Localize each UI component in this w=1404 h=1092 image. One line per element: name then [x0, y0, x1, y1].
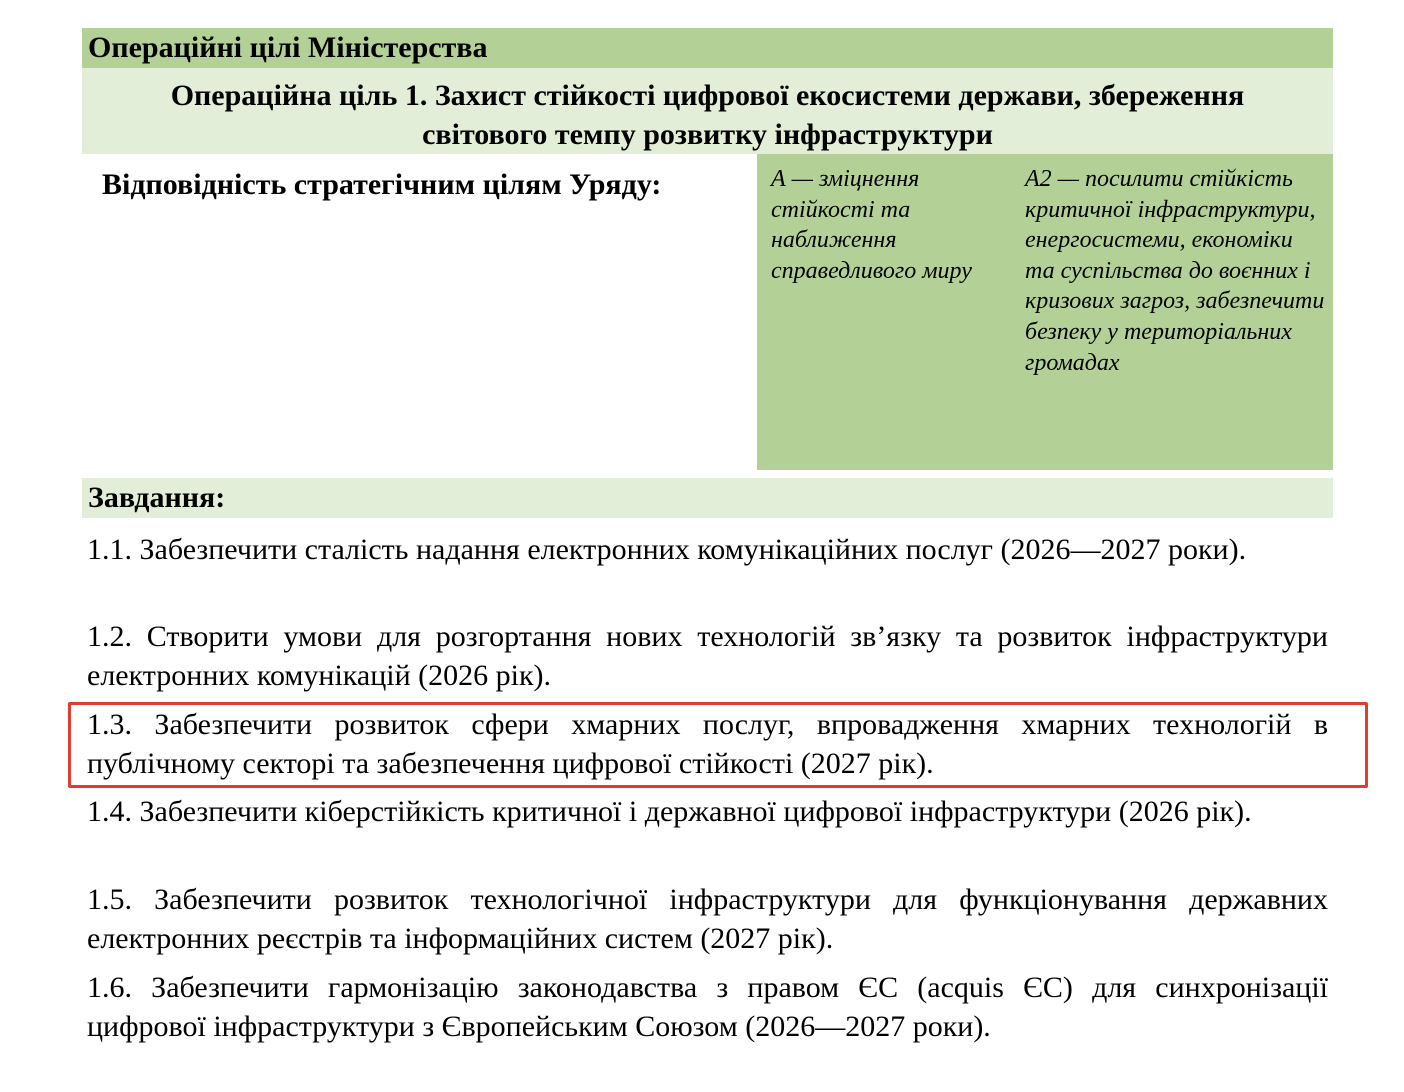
alignment-label: Відповідність стратегічним цілям Уряду: [102, 168, 662, 201]
task-1-2: 1.2. Створити умови для розгортання нових технологій зв’язку та розвиток інфраструктури електронних комунікацій (2026 рік). [87, 620, 1328, 692]
task-1-6: 1.6. Забезпечити гармонізацію законодавства з правом ЄС (acquis ЄС) для синхронізації цифрової інфраструктури з Європейським Союзом (2026—2027 роки). [87, 971, 1328, 1043]
goal-title-line-2: світового темпу розвитку інфраструктури [422, 118, 993, 151]
task-1-3-highlight [68, 702, 1368, 788]
government-goals-alignment [82, 154, 1333, 470]
task-1-5: 1.5. Забезпечити розвиток технологічної інфраструктури для функціонування державних електронних реєстрів та інформаційних систем (2027 рік). [87, 883, 1328, 955]
operational-goal-title [82, 68, 1333, 154]
task-1-3: 1.3. Забезпечити розвиток сфери хмарних послуг, впровадження хмарних технологій в публічному секторі та забезпечення цифрової стійкості (2027 рік). [87, 708, 1328, 780]
strategic-goal-a2: А2 — посилити стійкість критичної інфраструктури, енергосистеми, економіки та суспільства до воєнних і кризових загроз, забезпечити безпеку у територіальних громадах [1025, 166, 1325, 376]
task-1-1: 1.1. Забезпечити сталість надання електронних комунікаційних послуг (2026—2027 роки). [87, 533, 1247, 566]
goal-title-line-1: Операційна ціль 1. Захист стійкості цифрової екосистеми держави, збереження [170, 79, 1245, 112]
tasks-heading: Завдання: [82, 478, 1333, 518]
strategic-goal-a: А — зміцнення стійкості та наближення справедливого миру [771, 166, 972, 284]
strategic-goals-cell [757, 154, 1333, 470]
section-title: Операційні цілі Міністерства [82, 28, 1333, 68]
document-page [82, 28, 1333, 518]
task-1-4: 1.4. Забезпечити кіберстійкість критичної і державної цифрової інфраструктури (2026 рік). [87, 795, 1252, 828]
